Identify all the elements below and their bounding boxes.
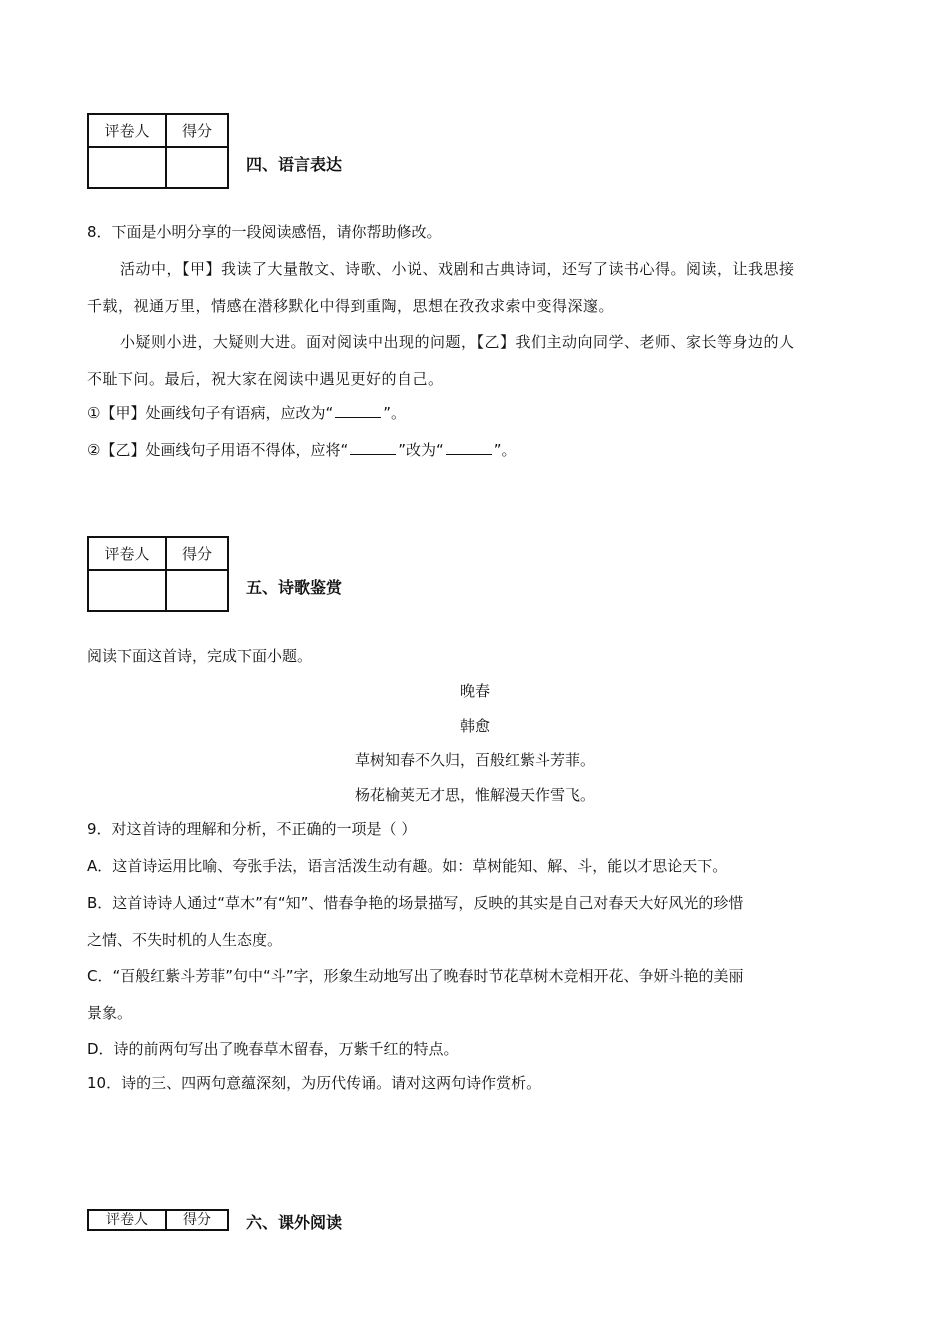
paragraph-2-line-2: 不耻下问。最后，祝大家在阅读中遇见更好的自己。 [87,370,444,388]
answer-blank[interactable] [350,440,396,455]
score-label: 得分 [166,537,228,570]
section-title-5: 五、诗歌鉴赏 [246,578,343,597]
answer-blank[interactable] [335,403,381,418]
score-label: 得分 [166,114,228,147]
paragraph-2-line-1: 小疑则小进，大疑则大进。面对阅读中出现的问题，【乙】我们主动向同学、老师、家长等身边的人 [120,333,795,351]
answer-blank[interactable] [446,440,492,455]
question-8: 8．下面是小明分享的一段阅读感悟，请你帮助修改。 [87,223,442,241]
grader-label: 评卷人 [88,537,166,570]
score-table-5 [87,536,229,612]
option-c-line-2: 景象。 [87,1004,133,1022]
option-c-line-1: C．“百般红紫斗芳菲”句中“斗”字，形象生动地写出了晚春时节花草树木竞相开花、争妍斗艳的美丽 [87,967,744,985]
grader-label: 评卷人 [88,114,166,147]
option-a: A．这首诗运用比喻、夸张手法，语言活泼生动有趣。如：草树能知、解、斗，能以才思论天下。 [87,857,728,875]
question-10: 10．诗的三、四两句意蕴深刻，为历代传诵。请对这两句诗作赏析。 [87,1074,542,1092]
score-table-4 [87,113,229,189]
score-cell [166,570,228,611]
option-d: D．诗的前两句写出了晚春草木留春，万紫千红的特点。 [87,1040,459,1058]
poem-author: 韩愈 [459,717,490,735]
grader-label: 评卷人 [88,1210,166,1230]
paragraph-1-line-1: 活动中，【甲】我读了大量散文、诗歌、小说、戏剧和古典诗词，还写了读书心得。阅读，让我思接 [120,260,795,278]
paragraph-1-line-2: 千载，视通万里，情感在潜移默化中得到重陶，思想在孜孜求索中变得深邃。 [87,297,615,315]
section-title-6: 六、课外阅读 [246,1213,343,1232]
poem-title: 晚春 [459,682,490,700]
question-9: 9．对这首诗的理解和分析，不正确的一项是（ ） [87,820,417,838]
grader-cell [88,570,166,611]
option-b-line-2: 之情、不失时机的人生态度。 [87,931,283,949]
poem-line-1: 草树知春不久归，百般红紫斗芳菲。 [354,751,595,769]
poem-line-2: 杨花榆荚无才思，惟解漫天作雪飞。 [354,786,595,804]
score-table-6 [87,1209,229,1231]
sub-question-2: ②【乙】处画线句子用语不得体，应将“ ”改为“ ”。 [87,441,517,459]
reading-intro: 阅读下面这首诗，完成下面小题。 [87,647,313,665]
grader-cell [88,147,166,188]
sub-question-1: ①【甲】处画线句子有语病，应改为“ ”。 [87,404,407,422]
section-title-4: 四、语言表达 [246,155,343,174]
score-cell [166,147,228,188]
score-label: 得分 [166,1210,228,1230]
option-b-line-1: B．这首诗诗人通过“草木”有“知”、惜春争艳的场景描写，反映的其实是自己对春天大好风光的珍惜 [87,894,744,912]
